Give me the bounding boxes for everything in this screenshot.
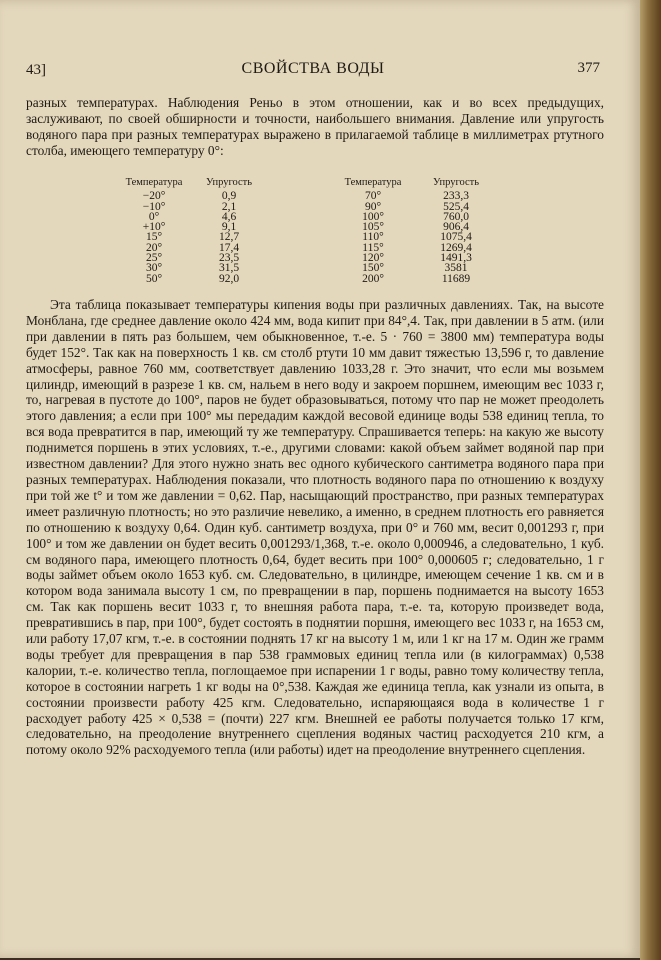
table-cell: 1269,4: [440, 241, 472, 254]
table-cell: +10°: [142, 221, 166, 234]
table-cell: 4,6: [221, 210, 237, 223]
column-header: Упругость: [205, 177, 253, 188]
column-header: Температура: [344, 177, 402, 188]
table-cell: 15°: [145, 231, 163, 244]
table-cell: 11689: [441, 272, 471, 285]
page-title: СВОЙСТВА ВОДЫ: [241, 60, 385, 77]
book-spine: [640, 0, 661, 960]
main-text: Эта таблица показывает температуры кипения воды при различных давлениях. Так, на высоте Монблана, где среднее давление около 424 мм, вода кипит при 84°,4. Так, при давлении в 5 атм. (или при давлении в пять раз большем, чем обыкновенное, т.-е. 5 · 760 = 3800 мм) температура воды будет 152°. Так как на поверхность 1 кв. см столб ртути 10 мм давит тяжестью 13,596 г, то давление атмосферы, равное 760 мм, соответствует давлению 1033,28 г. Это значит, что если мы возьмем цилиндр, имеющий в разрезе 1 кв. см, нальем в него воду и закроем поршнем, имеющим вес 1033 г, то, нагревая в пустоте до 100°, паров не будет образовываться, потому что пар не может преодолеть этого давления; а если при 100° мы передадим каждой весовой единице воды 538 единиц тепла, то вся вода превратится в пар, имеющий ту же температуру. Спрашивается теперь: на какую же высоту поднимется поршень в этих условиях, т.-е., другими словами: какой объем займет водяной пар при известном давлении? Для этого нужно знать вес одного кубического сантиметра водяного пара при разных температурах. Наблюдения показали, что плотность водяного пара по отношению к воздуху при той же t° и том же давлении = 0,62. Пар, насыщающий пространство, при разных температурах имеет различную плотность; но это различие невелико, а именно, в среднем плотность его равняется по отношению к воздуху 0,64. Один куб. сантиметр воздуха, при 0° и 760 мм, весит 0,001293 г, при 100° и том же давлении он будет весить 0,001293/1,368, т.-е. около 0,000946, а следовательно, 1 куб. см водяного пара, имеющего плотность 0,64, будет весить при 100° 0,000605 г; следовательно, 1 г воды займет объем около 1653 куб. см. Следовательно, в цилиндре, имеющем сечение 1 кв. см и в котором вода занимала высоту 1 см, по превращении в пар, поршень поднимается на высоту 1653 см. Так как поршень весит 1033 г, то внешняя работа пара, т.-е. та, которую произведет вода, превратившись в пар, при 100°, будет состоять в поднятии поршня, имеющего вес 1033 г, на 1653 см, или работу 17,07 кгм, т.-е. в состоянии поднять 17 кг на высоту 1 м, или 1 кг на 17 м. Один же грамм воды требует для превращения в пар 538 граммовых единиц тепла или (в килограммах) 0,538 калории, т.-е. количество тепла, поглощаемое при испарении 1 г воды, равно тому количеству тепла, которое в состоянии нагреть 1 кг воды на 0°,538. Каждая же единица тепла, как узнали из опыта, в состоянии произвести работу 425 кгм. Следовательно, испаряющаяся вода в количестве 1 г расходует работу 425 × 0,538 = (почти) 227 кгм. Внешней ее работы получается только 17 кгм, следовательно, на преодоление внутреннего сцепления водяных частиц расходуется 210 кгм, а потому около 92% расходуемого тепла (или работы) идет на преодоление внутреннего сцепления.: [26, 297, 604, 758]
table-cell: 100°: [362, 210, 384, 223]
table-cell: 150°: [362, 262, 384, 275]
column-header: Температура: [125, 177, 183, 188]
table-cell: 120°: [362, 252, 384, 265]
table-cell: 17,4: [218, 241, 240, 254]
table-cell: 525,4: [443, 200, 469, 213]
table-cell: 12,7: [218, 231, 240, 244]
table-cell: 110°: [362, 231, 384, 244]
table-header-row: [118, 178, 500, 191]
table-cell: 1491,3: [440, 252, 472, 265]
table-cell: 3581: [444, 262, 468, 275]
table-cell: −20°: [142, 190, 166, 203]
table-cell: 50°: [145, 272, 163, 285]
table-cell: 30°: [145, 262, 163, 275]
column-header: Упругость: [432, 177, 480, 188]
table-cell: −10°: [142, 200, 166, 213]
table-row: [118, 253, 500, 263]
table-cell: 200°: [362, 272, 384, 285]
table-cell: 25°: [145, 252, 163, 265]
page-number: 377: [577, 60, 600, 76]
table-cell: 90°: [364, 200, 382, 213]
table-cell: 0°: [148, 210, 160, 223]
section-number: 43]: [26, 62, 46, 78]
table-cell: 31,5: [218, 262, 240, 275]
table-cell: 23,5: [218, 252, 240, 265]
table-body: [118, 191, 500, 284]
table-cell: 20°: [145, 241, 163, 254]
table-cell: 0,9: [221, 190, 237, 203]
table-cell: 70°: [364, 190, 382, 203]
table-cell: 115°: [362, 241, 384, 254]
table-cell: 105°: [362, 221, 384, 234]
table-cell: 760,0: [443, 210, 469, 223]
table-cell: 9,1: [221, 221, 237, 234]
table-row: [118, 274, 500, 284]
intro-text: разных температурах. Наблюдения Реньо в этом отношении, как и во всех предыдущих, заслуживают, по своей обширности и точности, наибольшего внимания. Давление или упругость водяного пара при разных температурах выражено в прилагаемой таблице в миллиметрах ртутного столба, имеющего температуру 0°:: [26, 95, 604, 158]
table-cell: 92,0: [218, 272, 240, 285]
running-header: [26, 60, 600, 82]
table-cell: 1075,4: [440, 231, 472, 244]
intro-paragraph: [26, 95, 604, 159]
vapor-pressure-table: [118, 178, 500, 284]
table-cell: 2,1: [221, 200, 237, 213]
table-cell: 906,4: [443, 221, 469, 234]
main-paragraph: [26, 297, 604, 758]
table-cell: 233,3: [443, 190, 469, 203]
